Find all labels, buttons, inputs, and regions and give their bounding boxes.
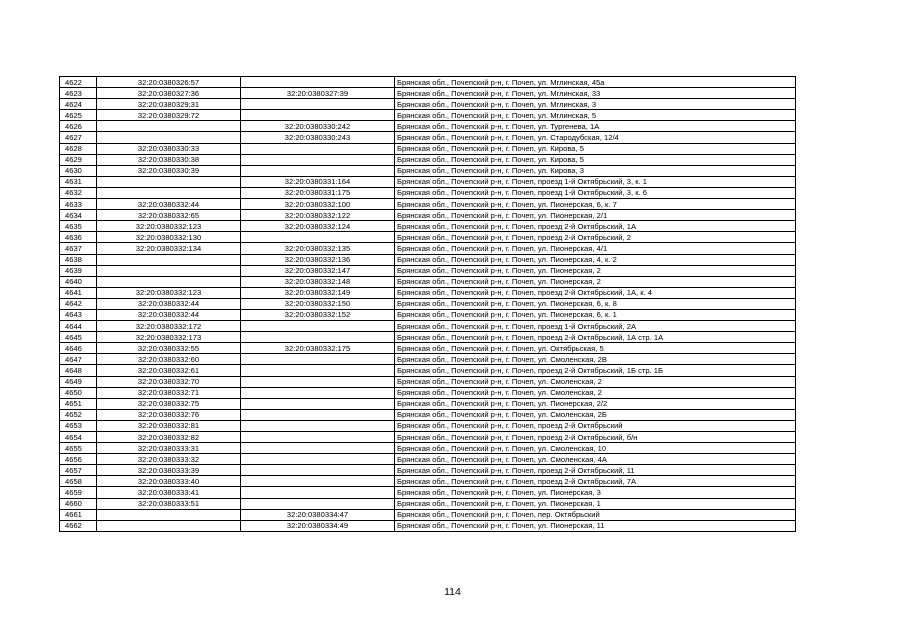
row-number-cell: 4626 bbox=[60, 121, 97, 132]
cadastral-number-cell: 32:20:0380332:65 bbox=[97, 210, 241, 221]
table-row bbox=[60, 343, 796, 354]
related-cadastral-number-cell bbox=[241, 232, 395, 243]
address-cell: Брянская обл., Почепский р-н, г. Почеп, проезд 1-й Октябрьский, 2А bbox=[395, 321, 796, 332]
table-row bbox=[60, 77, 796, 88]
cadastral-number-cell: 32:20:0380329:31 bbox=[97, 99, 241, 110]
table-row bbox=[60, 210, 796, 221]
related-cadastral-number-cell: 32:20:0380332:152 bbox=[241, 309, 395, 320]
address-cell: Брянская обл., Почепский р-н, г. Почеп, ул. Октябрьская, 5 bbox=[395, 343, 796, 354]
address-cell: Брянская обл., Почепский р-н, г. Почеп, ул. Пионерская, 6, к. 1 bbox=[395, 309, 796, 320]
related-cadastral-number-cell bbox=[241, 321, 395, 332]
related-cadastral-number-cell: 32:20:0380332:149 bbox=[241, 287, 395, 298]
cadastral-number-cell bbox=[97, 509, 241, 520]
related-cadastral-number-cell: 32:20:0380330:243 bbox=[241, 132, 395, 143]
address-cell: Брянская обл., Почепский р-н, г. Почеп, ул. Тургенева, 1А bbox=[395, 121, 796, 132]
cadastral-number-cell: 32:20:0380333:39 bbox=[97, 465, 241, 476]
address-cell: Брянская обл., Почепский р-н, г. Почеп, ул. Смоленская, 2В bbox=[395, 354, 796, 365]
row-number-cell: 4638 bbox=[60, 254, 97, 265]
related-cadastral-number-cell bbox=[241, 454, 395, 465]
cadastral-number-cell bbox=[97, 520, 241, 531]
address-cell: Брянская обл., Почепский р-н, г. Почеп, проезд 2-й Октябрьский, 1А bbox=[395, 221, 796, 232]
related-cadastral-number-cell: 32:20:0380332:175 bbox=[241, 343, 395, 354]
cadastral-number-cell: 32:20:0380333:32 bbox=[97, 454, 241, 465]
row-number-cell: 4645 bbox=[60, 332, 97, 343]
related-cadastral-number-cell: 32:20:0380332:148 bbox=[241, 276, 395, 287]
address-cell: Брянская обл., Почепский р-н, г. Почеп, ул. Пионерская, 4/1 bbox=[395, 243, 796, 254]
row-number-cell: 4652 bbox=[60, 409, 97, 420]
row-number-cell: 4653 bbox=[60, 420, 97, 431]
related-cadastral-number-cell bbox=[241, 99, 395, 110]
cadastral-number-cell: 32:20:0380332:71 bbox=[97, 387, 241, 398]
table-body bbox=[60, 77, 796, 532]
address-cell: Брянская обл., Почепский р-н, г. Почеп, ул. Кирова, 5 bbox=[395, 154, 796, 165]
table-row bbox=[60, 132, 796, 143]
related-cadastral-number-cell: 32:20:0380330:242 bbox=[241, 121, 395, 132]
related-cadastral-number-cell bbox=[241, 376, 395, 387]
related-cadastral-number-cell: 32:20:0380332:124 bbox=[241, 221, 395, 232]
row-number-cell: 4642 bbox=[60, 298, 97, 309]
related-cadastral-number-cell: 32:20:0380332:100 bbox=[241, 199, 395, 210]
cadastral-number-cell: 32:20:0380332:81 bbox=[97, 420, 241, 431]
related-cadastral-number-cell bbox=[241, 110, 395, 121]
table-row bbox=[60, 199, 796, 210]
address-cell: Брянская обл., Почепский р-н, г. Почеп, ул. Пионерская, 6, к. 8 bbox=[395, 298, 796, 309]
address-cell: Брянская обл., Почепский р-н, г. Почеп, проезд 1-й Октябрьский, 3, к. 1 bbox=[395, 176, 796, 187]
related-cadastral-number-cell bbox=[241, 398, 395, 409]
table-row bbox=[60, 454, 796, 465]
table-row bbox=[60, 221, 796, 232]
related-cadastral-number-cell: 32:20:0380331:175 bbox=[241, 187, 395, 198]
related-cadastral-number-cell bbox=[241, 165, 395, 176]
row-number-cell: 4633 bbox=[60, 199, 97, 210]
cadastral-number-cell: 32:20:0380332:61 bbox=[97, 365, 241, 376]
table-row bbox=[60, 420, 796, 431]
table-row bbox=[60, 465, 796, 476]
related-cadastral-number-cell: 32:20:0380332:150 bbox=[241, 298, 395, 309]
row-number-cell: 4646 bbox=[60, 343, 97, 354]
table-row bbox=[60, 154, 796, 165]
cadastral-number-cell bbox=[97, 254, 241, 265]
row-number-cell: 4657 bbox=[60, 465, 97, 476]
row-number-cell: 4649 bbox=[60, 376, 97, 387]
row-number-cell: 4634 bbox=[60, 210, 97, 221]
row-number-cell: 4631 bbox=[60, 176, 97, 187]
table-row bbox=[60, 476, 796, 487]
related-cadastral-number-cell: 32:20:0380331:164 bbox=[241, 176, 395, 187]
cadastral-number-cell bbox=[97, 121, 241, 132]
table-row bbox=[60, 232, 796, 243]
related-cadastral-number-cell: 32:20:0380332:135 bbox=[241, 243, 395, 254]
cadastral-number-cell: 32:20:0380332:173 bbox=[97, 332, 241, 343]
address-cell: Брянская обл., Почепский р-н, г. Почеп, ул. Пионерская, 2/2 bbox=[395, 398, 796, 409]
table-row bbox=[60, 176, 796, 187]
address-cell: Брянская обл., Почепский р-н, г. Почеп, ул. Смоленская, 10 bbox=[395, 443, 796, 454]
cadastral-number-cell: 32:20:0380333:31 bbox=[97, 443, 241, 454]
table-row bbox=[60, 298, 796, 309]
row-number-cell: 4655 bbox=[60, 443, 97, 454]
row-number-cell: 4647 bbox=[60, 354, 97, 365]
row-number-cell: 4661 bbox=[60, 509, 97, 520]
row-number-cell: 4650 bbox=[60, 387, 97, 398]
related-cadastral-number-cell bbox=[241, 332, 395, 343]
table-row bbox=[60, 265, 796, 276]
address-cell: Брянская обл., Почепский р-н, г. Почеп, ул. Смоленская, 2Б bbox=[395, 409, 796, 420]
row-number-cell: 4635 bbox=[60, 221, 97, 232]
cadastral-number-cell: 32:20:0380330:39 bbox=[97, 165, 241, 176]
cadastral-number-cell: 32:20:0380333:51 bbox=[97, 498, 241, 509]
row-number-cell: 4641 bbox=[60, 287, 97, 298]
row-number-cell: 4624 bbox=[60, 99, 97, 110]
related-cadastral-number-cell: 32:20:0380332:147 bbox=[241, 265, 395, 276]
table-row bbox=[60, 398, 796, 409]
related-cadastral-number-cell bbox=[241, 387, 395, 398]
table-row bbox=[60, 121, 796, 132]
address-cell: Брянская обл., Почепский р-н, г. Почеп, проезд 2-й Октябрьский, 1А стр. 1А bbox=[395, 332, 796, 343]
property-register-table bbox=[59, 76, 796, 532]
cadastral-number-cell: 32:20:0380333:40 bbox=[97, 476, 241, 487]
row-number-cell: 4662 bbox=[60, 520, 97, 531]
related-cadastral-number-cell bbox=[241, 365, 395, 376]
row-number-cell: 4628 bbox=[60, 143, 97, 154]
row-number-cell: 4656 bbox=[60, 454, 97, 465]
address-cell: Брянская обл., Почепский р-н, г. Почеп, ул. Мглинская, 3 bbox=[395, 99, 796, 110]
address-cell: Брянская обл., Почепский р-н, г. Почеп, ул. Пионерская, 1 bbox=[395, 498, 796, 509]
table-row bbox=[60, 332, 796, 343]
table-row bbox=[60, 487, 796, 498]
address-cell: Брянская обл., Почепский р-н, г. Почеп, ул. Пионерская, 2 bbox=[395, 276, 796, 287]
row-number-cell: 4636 bbox=[60, 232, 97, 243]
address-cell: Брянская обл., Почепский р-н, г. Почеп, проезд 2-й Октябрьский, 2 bbox=[395, 232, 796, 243]
address-cell: Брянская обл., Почепский р-н, г. Почеп, ул. Пионерская, 11 bbox=[395, 520, 796, 531]
table-row bbox=[60, 520, 796, 531]
cadastral-number-cell: 32:20:0380333:41 bbox=[97, 487, 241, 498]
address-cell: Брянская обл., Почепский р-н, г. Почеп, ул. Пионерская, 4, к. 2 bbox=[395, 254, 796, 265]
table-row bbox=[60, 387, 796, 398]
related-cadastral-number-cell bbox=[241, 487, 395, 498]
table-row bbox=[60, 243, 796, 254]
row-number-cell: 4622 bbox=[60, 77, 97, 88]
cadastral-number-cell: 32:20:0380332:60 bbox=[97, 354, 241, 365]
row-number-cell: 4632 bbox=[60, 187, 97, 198]
address-cell: Брянская обл., Почепский р-н, г. Почеп, ул. Стародубская, 12/4 bbox=[395, 132, 796, 143]
address-cell: Брянская обл., Почепский р-н, г. Почеп, ул. Смоленская, 4А bbox=[395, 454, 796, 465]
related-cadastral-number-cell: 32:20:0380334:47 bbox=[241, 509, 395, 520]
address-cell: Брянская обл., Почепский р-н, г. Почеп, проезд 2-й Октябрьский, 11 bbox=[395, 465, 796, 476]
cadastral-number-cell: 32:20:0380332:44 bbox=[97, 298, 241, 309]
cadastral-number-cell: 32:20:0380329:72 bbox=[97, 110, 241, 121]
related-cadastral-number-cell bbox=[241, 77, 395, 88]
row-number-cell: 4640 bbox=[60, 276, 97, 287]
address-cell: Брянская обл., Почепский р-н, г. Почеп, ул. Смоленская, 2 bbox=[395, 376, 796, 387]
table-row bbox=[60, 409, 796, 420]
table-row bbox=[60, 165, 796, 176]
related-cadastral-number-cell: 32:20:0380332:136 bbox=[241, 254, 395, 265]
address-cell: Брянская обл., Почепский р-н, г. Почеп, проезд 1-й Октябрьский, 3, к. 6 bbox=[395, 187, 796, 198]
cadastral-number-cell: 32:20:0380330:38 bbox=[97, 154, 241, 165]
table-row bbox=[60, 143, 796, 154]
cadastral-number-cell: 32:20:0380332:172 bbox=[97, 321, 241, 332]
row-number-cell: 4660 bbox=[60, 498, 97, 509]
related-cadastral-number-cell bbox=[241, 154, 395, 165]
related-cadastral-number-cell: 32:20:0380332:122 bbox=[241, 210, 395, 221]
cadastral-number-cell: 32:20:0380327:36 bbox=[97, 88, 241, 99]
table-row bbox=[60, 432, 796, 443]
address-cell: Брянская обл., Почепский р-н, г. Почеп, ул. Мглинская, 5 bbox=[395, 110, 796, 121]
row-number-cell: 4630 bbox=[60, 165, 97, 176]
cadastral-number-cell bbox=[97, 187, 241, 198]
cadastral-number-cell: 32:20:0380332:75 bbox=[97, 398, 241, 409]
address-cell: Брянская обл., Почепский р-н, г. Почеп, проезд 2-й Октябрьский bbox=[395, 420, 796, 431]
row-number-cell: 4629 bbox=[60, 154, 97, 165]
table-row bbox=[60, 254, 796, 265]
address-cell: Брянская обл., Почепский р-н, г. Почеп, ул. Мглинская, 33 bbox=[395, 88, 796, 99]
table-row bbox=[60, 99, 796, 110]
table-row bbox=[60, 88, 796, 99]
row-number-cell: 4639 bbox=[60, 265, 97, 276]
address-cell: Брянская обл., Почепский р-н, г. Почеп, пер. Октябрьский bbox=[395, 509, 796, 520]
row-number-cell: 4659 bbox=[60, 487, 97, 498]
table-row bbox=[60, 276, 796, 287]
related-cadastral-number-cell: 32:20:0380327:39 bbox=[241, 88, 395, 99]
related-cadastral-number-cell: 32:20:0380334:49 bbox=[241, 520, 395, 531]
cadastral-number-cell bbox=[97, 132, 241, 143]
table-row bbox=[60, 365, 796, 376]
table-row bbox=[60, 498, 796, 509]
related-cadastral-number-cell bbox=[241, 143, 395, 154]
cadastral-number-cell: 32:20:0380332:123 bbox=[97, 221, 241, 232]
address-cell: Брянская обл., Почепский р-н, г. Почеп, ул. Мглинская, 45а bbox=[395, 77, 796, 88]
related-cadastral-number-cell bbox=[241, 443, 395, 454]
table-row bbox=[60, 287, 796, 298]
address-cell: Брянская обл., Почепский р-н, г. Почеп, ул. Кирова, 3 bbox=[395, 165, 796, 176]
cadastral-number-cell: 32:20:0380332:44 bbox=[97, 309, 241, 320]
related-cadastral-number-cell bbox=[241, 409, 395, 420]
row-number-cell: 4643 bbox=[60, 309, 97, 320]
cadastral-number-cell: 32:20:0380332:55 bbox=[97, 343, 241, 354]
row-number-cell: 4637 bbox=[60, 243, 97, 254]
address-cell: Брянская обл., Почепский р-н, г. Почеп, проезд 2-й Октябрьский, 7А bbox=[395, 476, 796, 487]
cadastral-number-cell: 32:20:0380332:130 bbox=[97, 232, 241, 243]
page-number: 114 bbox=[444, 586, 461, 598]
related-cadastral-number-cell bbox=[241, 498, 395, 509]
table-row bbox=[60, 110, 796, 121]
table-row bbox=[60, 443, 796, 454]
table-row bbox=[60, 509, 796, 520]
cadastral-number-cell bbox=[97, 176, 241, 187]
row-number-cell: 4625 bbox=[60, 110, 97, 121]
table-row bbox=[60, 187, 796, 198]
cadastral-number-cell: 32:20:0380330:33 bbox=[97, 143, 241, 154]
row-number-cell: 4654 bbox=[60, 432, 97, 443]
table-row bbox=[60, 321, 796, 332]
related-cadastral-number-cell bbox=[241, 420, 395, 431]
table-row bbox=[60, 376, 796, 387]
related-cadastral-number-cell bbox=[241, 354, 395, 365]
address-cell: Брянская обл., Почепский р-н, г. Почеп, ул. Смоленская, 2 bbox=[395, 387, 796, 398]
address-cell: Брянская обл., Почепский р-н, г. Почеп, проезд 2-й Октябрьский, 1Б стр. 1Б bbox=[395, 365, 796, 376]
address-cell: Брянская обл., Почепский р-н, г. Почеп, ул. Пионерская, 2/1 bbox=[395, 210, 796, 221]
related-cadastral-number-cell bbox=[241, 432, 395, 443]
row-number-cell: 4651 bbox=[60, 398, 97, 409]
cadastral-number-cell: 32:20:0380332:44 bbox=[97, 199, 241, 210]
table-row bbox=[60, 309, 796, 320]
cadastral-number-cell bbox=[97, 276, 241, 287]
cadastral-number-cell: 32:20:0380332:82 bbox=[97, 432, 241, 443]
row-number-cell: 4623 bbox=[60, 88, 97, 99]
address-cell: Брянская обл., Почепский р-н, г. Почеп, проезд 2-й Октябрьский, 1А, к. 4 bbox=[395, 287, 796, 298]
row-number-cell: 4644 bbox=[60, 321, 97, 332]
address-cell: Брянская обл., Почепский р-н, г. Почеп, ул. Пионерская, 2 bbox=[395, 265, 796, 276]
related-cadastral-number-cell bbox=[241, 476, 395, 487]
row-number-cell: 4627 bbox=[60, 132, 97, 143]
cadastral-number-cell: 32:20:0380332:70 bbox=[97, 376, 241, 387]
address-cell: Брянская обл., Почепский р-н, г. Почеп, ул. Кирова, 5 bbox=[395, 143, 796, 154]
address-cell: Брянская обл., Почепский р-н, г. Почеп, проезд 2-й Октябрьский, б/н bbox=[395, 432, 796, 443]
row-number-cell: 4648 bbox=[60, 365, 97, 376]
row-number-cell: 4658 bbox=[60, 476, 97, 487]
address-cell: Брянская обл., Почепский р-н, г. Почеп, ул. Пионерская, 6, к. 7 bbox=[395, 199, 796, 210]
cadastral-number-cell bbox=[97, 265, 241, 276]
cadastral-number-cell: 32:20:0380332:134 bbox=[97, 243, 241, 254]
address-cell: Брянская обл., Почепский р-н, г. Почеп, ул. Пионерская, 3 bbox=[395, 487, 796, 498]
related-cadastral-number-cell bbox=[241, 465, 395, 476]
table-row bbox=[60, 354, 796, 365]
cadastral-number-cell: 32:20:0380332:123 bbox=[97, 287, 241, 298]
cadastral-number-cell: 32:20:0380332:76 bbox=[97, 409, 241, 420]
cadastral-number-cell: 32:20:0380326:57 bbox=[97, 77, 241, 88]
